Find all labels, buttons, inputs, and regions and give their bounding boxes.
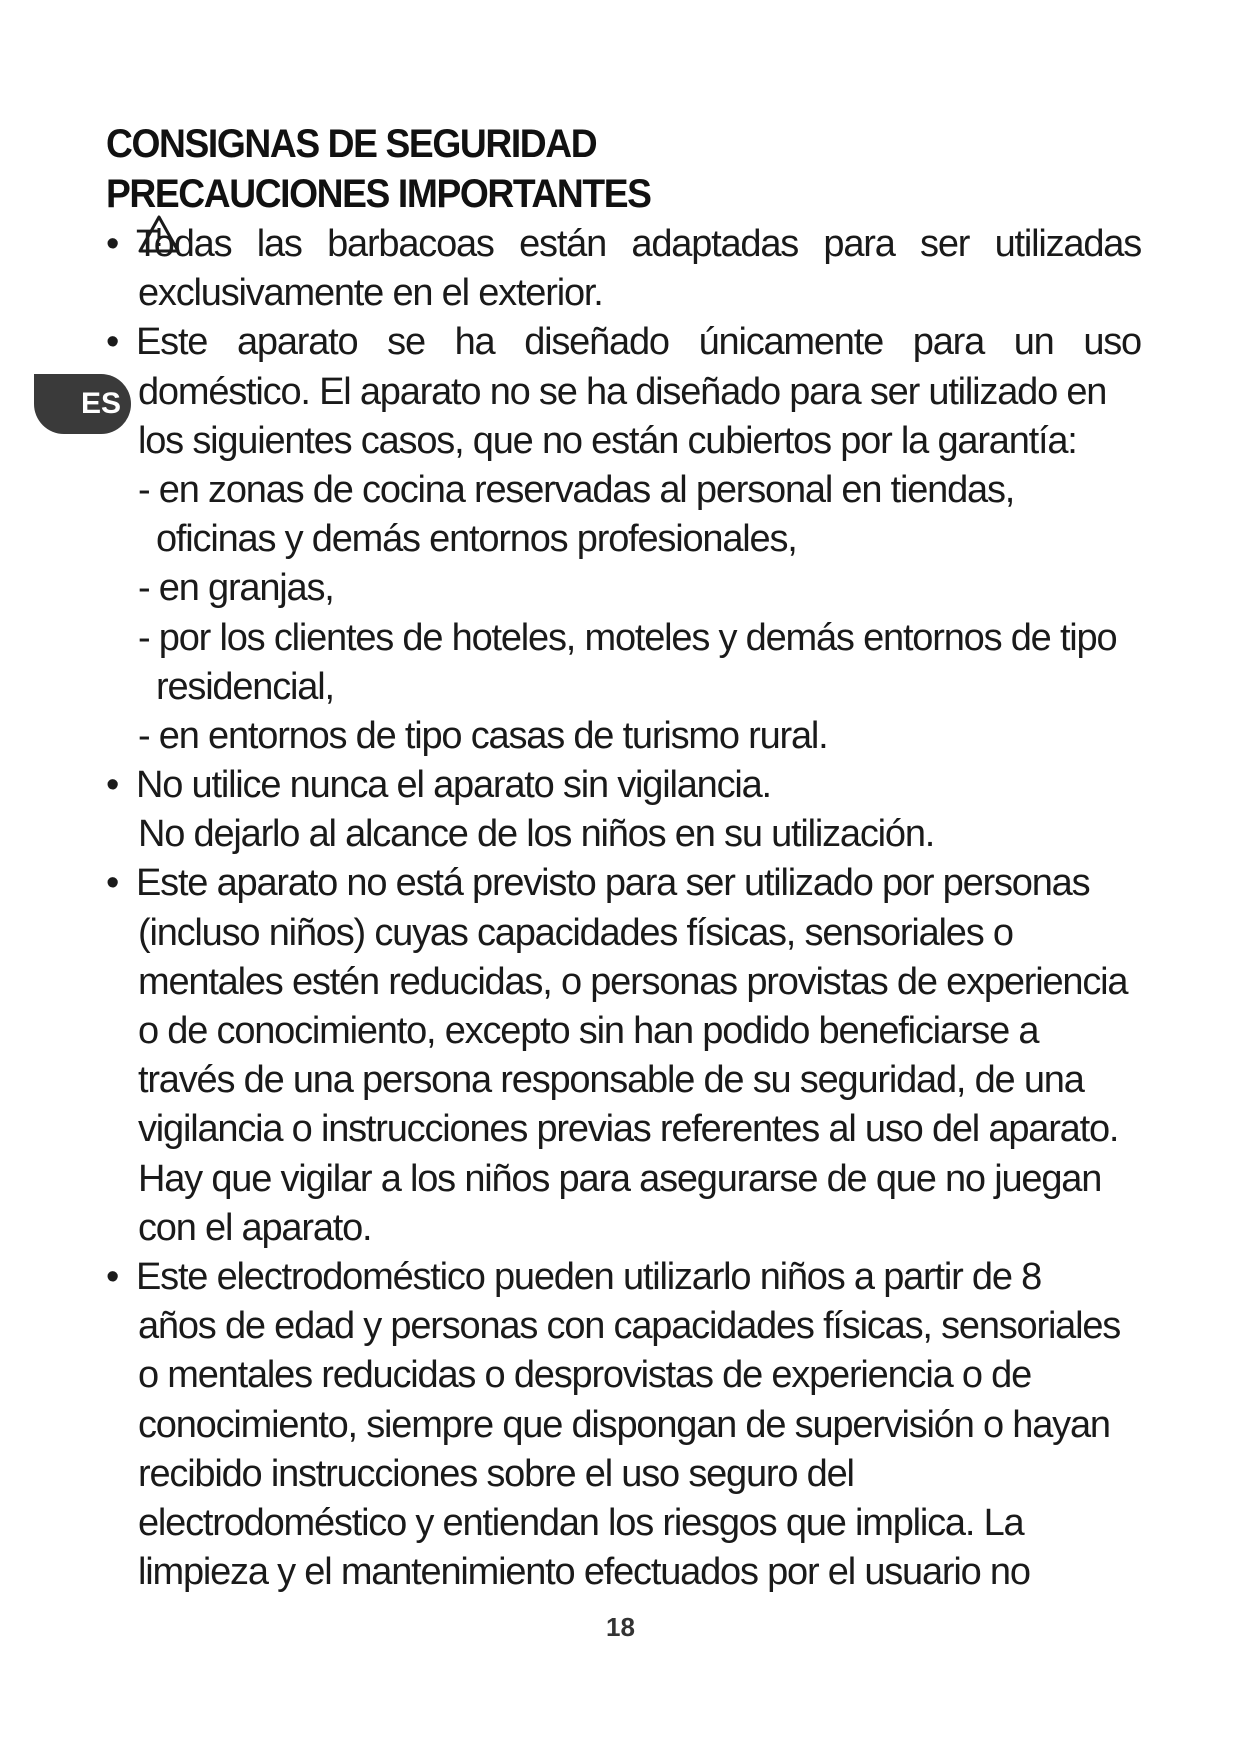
text-line: Este aparato se ha diseñado únicamente para un uso	[136, 321, 1141, 364]
text-line: través de una persona responsable de su seguridad, de una	[138, 1059, 1084, 1102]
text-line: los siguientes casos, que no están cubiertos por la garantía:	[138, 419, 1077, 462]
text-line: exclusivamente en el exterior.	[138, 272, 603, 315]
text-line: Este electrodoméstico pueden utilizarlo niños a partir de 8	[136, 1255, 1042, 1298]
text-line: (incluso niños) cuyas capacidades físicas, sensoriales o	[138, 911, 1013, 954]
text-line: Hay que vigilar a los niños para asegurarse de que no juegan	[138, 1157, 1102, 1200]
bullet: •	[106, 1255, 119, 1298]
text-line: No utilice nunca el aparato sin vigilancia.	[136, 764, 771, 807]
text-line: conocimiento, siempre que dispongan de supervisión o hayan	[138, 1403, 1110, 1446]
bullet: •	[106, 764, 119, 807]
text-line: electrodoméstico y entiendan los riesgos que implica. La	[138, 1501, 1024, 1544]
text-line: Todas las barbacoas están adaptadas para ser utilizadas	[136, 223, 1141, 265]
text-line: Este aparato no está previsto para ser utilizado por personas	[136, 862, 1090, 905]
section-title: CONSIGNAS DE SEGURIDAD	[106, 122, 597, 166]
text-line: o de conocimiento, excepto sin han podido beneficiarse a	[138, 1010, 1039, 1052]
text-line: mentales estén reducidas, o personas provistas de experiencia	[138, 960, 1128, 1003]
text-line: con el aparato.	[138, 1206, 372, 1249]
list-subitem: - en entornos de tipo casas de turismo rural.	[138, 714, 828, 757]
list-item	[106, 318, 1141, 367]
text-line: oficinas y demás entornos profesionales,	[156, 518, 797, 561]
list-item	[106, 859, 1141, 908]
list-item	[106, 1253, 1141, 1302]
list-subitem: - por los clientes de hoteles, moteles y demás entornos de tipo	[138, 616, 1117, 659]
text-line: doméstico. El aparato no se ha diseñado para ser utilizado en	[138, 370, 1107, 413]
page-number: 18	[606, 1612, 635, 1642]
text-line: vigilancia o instrucciones previas referentes al uso del aparato.	[138, 1108, 1119, 1151]
text-line: limpieza y el mantenimiento efectuados por el usuario no	[138, 1551, 1030, 1594]
text-line: recibido instrucciones sobre el uso seguro del	[138, 1452, 854, 1495]
safety-instructions	[106, 220, 1141, 1597]
list-item	[106, 761, 1141, 810]
text-line: No dejarlo al alcance de los niños en su utilización.	[138, 813, 935, 856]
list-item	[106, 220, 1141, 269]
bullet: •	[106, 862, 119, 905]
list-subitem: - en granjas,	[138, 567, 334, 610]
text-line: años de edad y personas con capacidades físicas, sensoriales	[138, 1305, 1121, 1348]
text-line: residencial,	[156, 665, 334, 708]
list-subitem: - en zonas de cocina reservadas al personal en tiendas,	[138, 468, 1015, 511]
section-subtitle: PRECAUCIONES IMPORTANTES	[106, 172, 651, 216]
text-line: o mentales reducidas o desprovistas de experiencia o de	[138, 1354, 1032, 1397]
bullet: •	[106, 321, 119, 364]
bullet: •	[106, 223, 119, 265]
language-tab: ES	[34, 374, 131, 434]
